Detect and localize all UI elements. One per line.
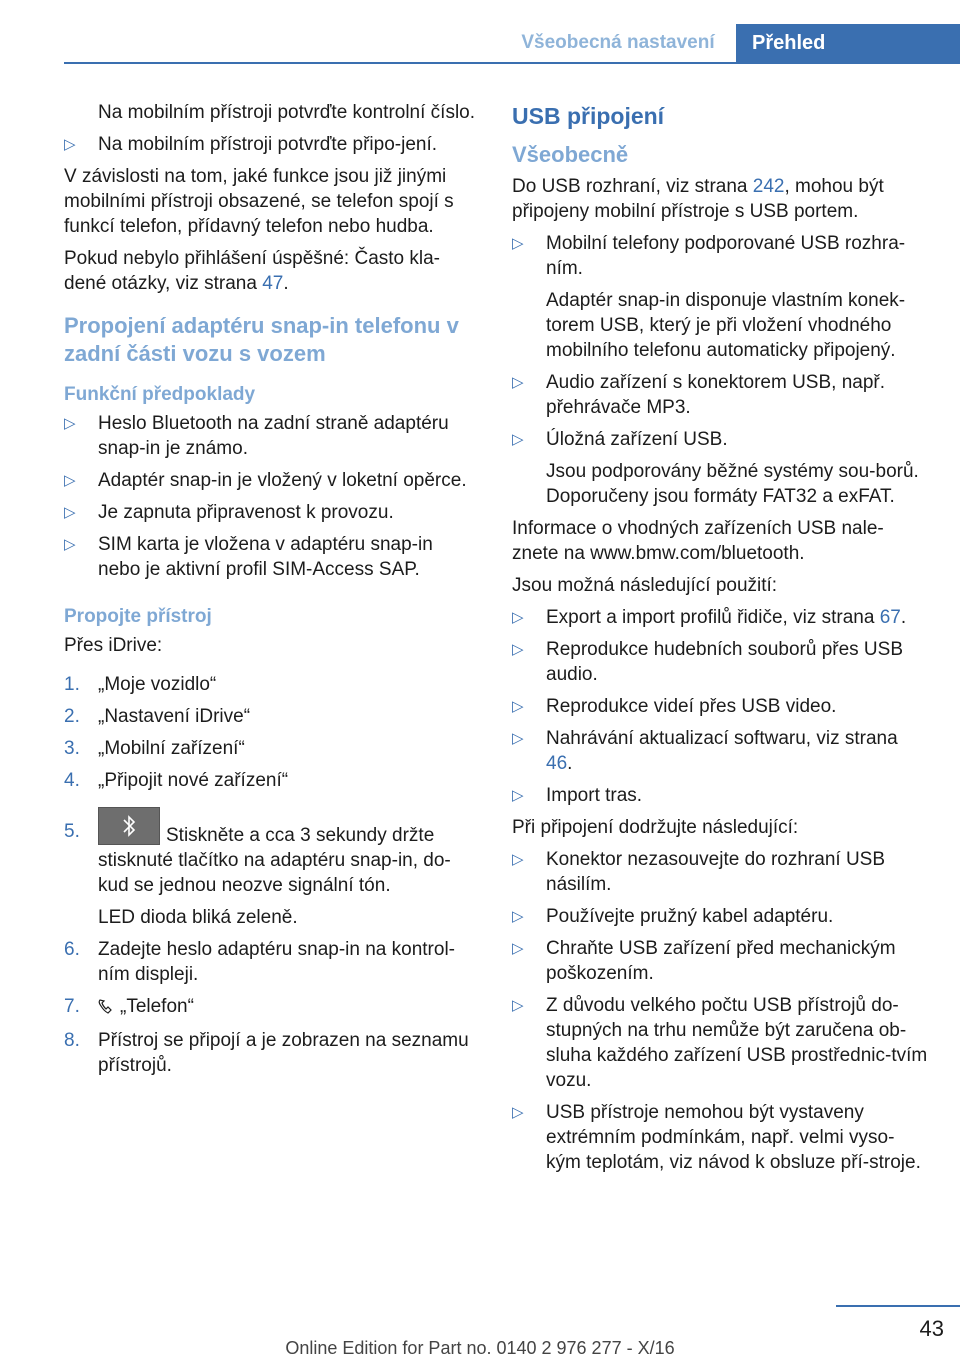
devices-list <box>512 231 928 281</box>
page-link[interactable]: 46 <box>546 753 568 774</box>
list-item: ▷ SIM karta je vložena v adaptéru snap-in nebo je aktivní profil SIM-Access SAP. <box>64 534 433 580</box>
item-note: Adaptér snap-in disponuje vlastním konek‐torem USB, který je při vložení vhodného mobilního telefonu automaticky připojený. <box>546 290 906 361</box>
section-heading: Propojení adaptéru snap-in telefonu v zadní části vozu s vozem <box>64 313 459 366</box>
step-item: 1. „Moje vozidlo“ <box>64 674 217 695</box>
triangle-bullet-icon: ▷ <box>512 851 524 868</box>
step-item: 2. „Nastavení iDrive“ <box>64 706 251 727</box>
list-item: ▷ Export a import profilů řidiče, viz strana 67. <box>512 607 907 628</box>
page-number: 43 <box>919 1316 944 1341</box>
list-item: ▷ Import tras. <box>512 785 643 806</box>
list-item: ▷ USB přístroje nemohou být vystaveny extrémním podmínkám, např. velmi vyso‐kým teplotám, viz návod k obsluze pří‐stroje. <box>512 1102 921 1173</box>
steps-list <box>64 672 480 898</box>
chapter-tab: Přehled <box>736 24 960 62</box>
list-item: ▷ Úložná zařízení USB. <box>512 429 728 450</box>
subsection-heading: Funkční předpoklady <box>64 384 256 405</box>
triangle-bullet-icon: ▷ <box>512 997 524 1014</box>
footer-edition: Online Edition for Part no. 0140 2 976 277 - X/16 <box>285 1338 675 1358</box>
paragraph: Jsou možná následující použití: <box>512 575 778 596</box>
triangle-bullet-icon: ▷ <box>512 698 524 715</box>
phone-icon <box>98 996 112 1021</box>
triangle-bullet-icon: ▷ <box>64 136 76 153</box>
step-item: 8. Přístroj se připojí a je zobrazen na seznamu přístrojů. <box>64 1030 469 1076</box>
uses-list <box>512 605 928 808</box>
subsection-heading: Propojte přístroj <box>64 606 212 627</box>
triangle-bullet-icon: ▷ <box>64 536 76 553</box>
triangle-bullet-icon: ▷ <box>64 504 76 521</box>
section-title: Všeobecná nastavení <box>502 28 734 62</box>
triangle-bullet-icon: ▷ <box>64 415 76 432</box>
triangle-bullet-icon: ▷ <box>512 235 524 252</box>
list-item: ▷ Reprodukce hudebních souborů přes USB audio. <box>512 639 904 685</box>
list-item: ▷ Používejte pružný kabel adaptéru. <box>512 906 834 927</box>
prerequisites-list <box>64 411 480 582</box>
list-item: ▷ Konektor nezasouvejte do rozhraní USB násilím. <box>512 849 886 895</box>
observe-list <box>512 847 928 1175</box>
page-link[interactable]: 67 <box>879 607 901 628</box>
header-rule <box>64 62 960 64</box>
right-column <box>512 100 928 1182</box>
subsection-heading: Všeobecně <box>512 142 629 167</box>
step-item: 4. „Připojit nové zařízení“ <box>64 770 289 791</box>
step-item: 3. „Mobilní zařízení“ <box>64 738 245 759</box>
step-note: LED dioda bliká zeleně. <box>98 907 298 928</box>
paragraph: Přes iDrive: <box>64 635 163 656</box>
list-item: ▷ Nahrávání aktualizací softwaru, viz strana 46. <box>512 728 898 774</box>
devices-list <box>512 370 928 452</box>
paragraph: Při připojení dodržujte následující: <box>512 817 799 838</box>
continued-text: Na mobilním přístroji potvrďte kontrolní číslo. <box>98 102 476 123</box>
list-item: ▷ Mobilní telefony podporované USB rozhra‐ním. <box>512 233 906 279</box>
footer-rule <box>836 1305 960 1307</box>
steps-list <box>64 937 480 1078</box>
step-item: 6. Zadejte heslo adaptéru snap-in na kontrol‐ním displeji. <box>64 939 456 985</box>
paragraph: V závislosti na tom, jaké funkce jsou již jinými mobilními přístroji obsazené, se telefon spojí s funkcí telefon, přídavný telefon nebo hudba. <box>64 166 454 237</box>
triangle-bullet-icon: ▷ <box>512 431 524 448</box>
section-heading: USB připojení <box>512 103 665 129</box>
page-link[interactable]: 47 <box>262 273 284 294</box>
triangle-bullet-icon: ▷ <box>512 1104 524 1121</box>
triangle-bullet-icon: ▷ <box>512 940 524 957</box>
bluetooth-button-icon <box>98 807 160 845</box>
triangle-bullet-icon: ▷ <box>512 641 524 658</box>
list-item: ▷ Reprodukce videí přes USB video. <box>512 696 837 717</box>
list-item: ▷ Adaptér snap-in je vložený v loketní opěrce. <box>64 470 467 491</box>
continued-list <box>64 132 480 157</box>
triangle-bullet-icon: ▷ <box>512 730 524 747</box>
triangle-bullet-icon: ▷ <box>512 609 524 626</box>
triangle-bullet-icon: ▷ <box>512 787 524 804</box>
list-item: ▷ Chraňte USB zařízení před mechanickým poškozením. <box>512 938 896 984</box>
triangle-bullet-icon: ▷ <box>64 472 76 489</box>
page-link[interactable]: 242 <box>752 176 785 197</box>
paragraph: Do USB rozhraní, viz strana 242, mohou být připojeny mobilní přístroje s USB portem. <box>512 176 884 222</box>
left-column <box>64 100 480 1085</box>
step-item: 5. Stiskněte a cca 3 sekundy držte stisknuté tlačítko na adaptéru snap-in, do‐kud se jednou neozve signální tón. <box>64 807 480 898</box>
list-item: ▷ Je zapnuta připravenost k provozu. <box>64 502 394 523</box>
list-item: ▷ Audio zařízení s konektorem USB, např. přehrávače MP3. <box>512 372 885 418</box>
list-item: ▷ Heslo Bluetooth na zadní straně adaptéru snap-in je známo. <box>64 413 449 459</box>
paragraph: Pokud nebylo přihlášení úspěšné: Často kla‐dené otázky, viz strana 47. <box>64 248 441 294</box>
item-note: Jsou podporovány běžné systémy sou‐borů. Doporučeny jsou formáty FAT32 a exFAT. <box>546 461 919 507</box>
list-item: ▷ Z důvodu velkého počtu USB přístrojů do‐stupných na trhu nemůže být zaručena ob‐sluha každého zařízení USB prostřednic‐tvím vozu. <box>512 995 928 1091</box>
triangle-bullet-icon: ▷ <box>512 374 524 391</box>
triangle-bullet-icon: ▷ <box>512 908 524 925</box>
step-item: 7. „Telefon“ <box>64 994 480 1021</box>
paragraph: Informace o vhodných zařízeních USB nale‐znete na www.bmw.com/bluetooth. <box>512 518 884 564</box>
list-item: ▷ Na mobilním přístroji potvrďte připo‐jení. <box>64 134 438 155</box>
